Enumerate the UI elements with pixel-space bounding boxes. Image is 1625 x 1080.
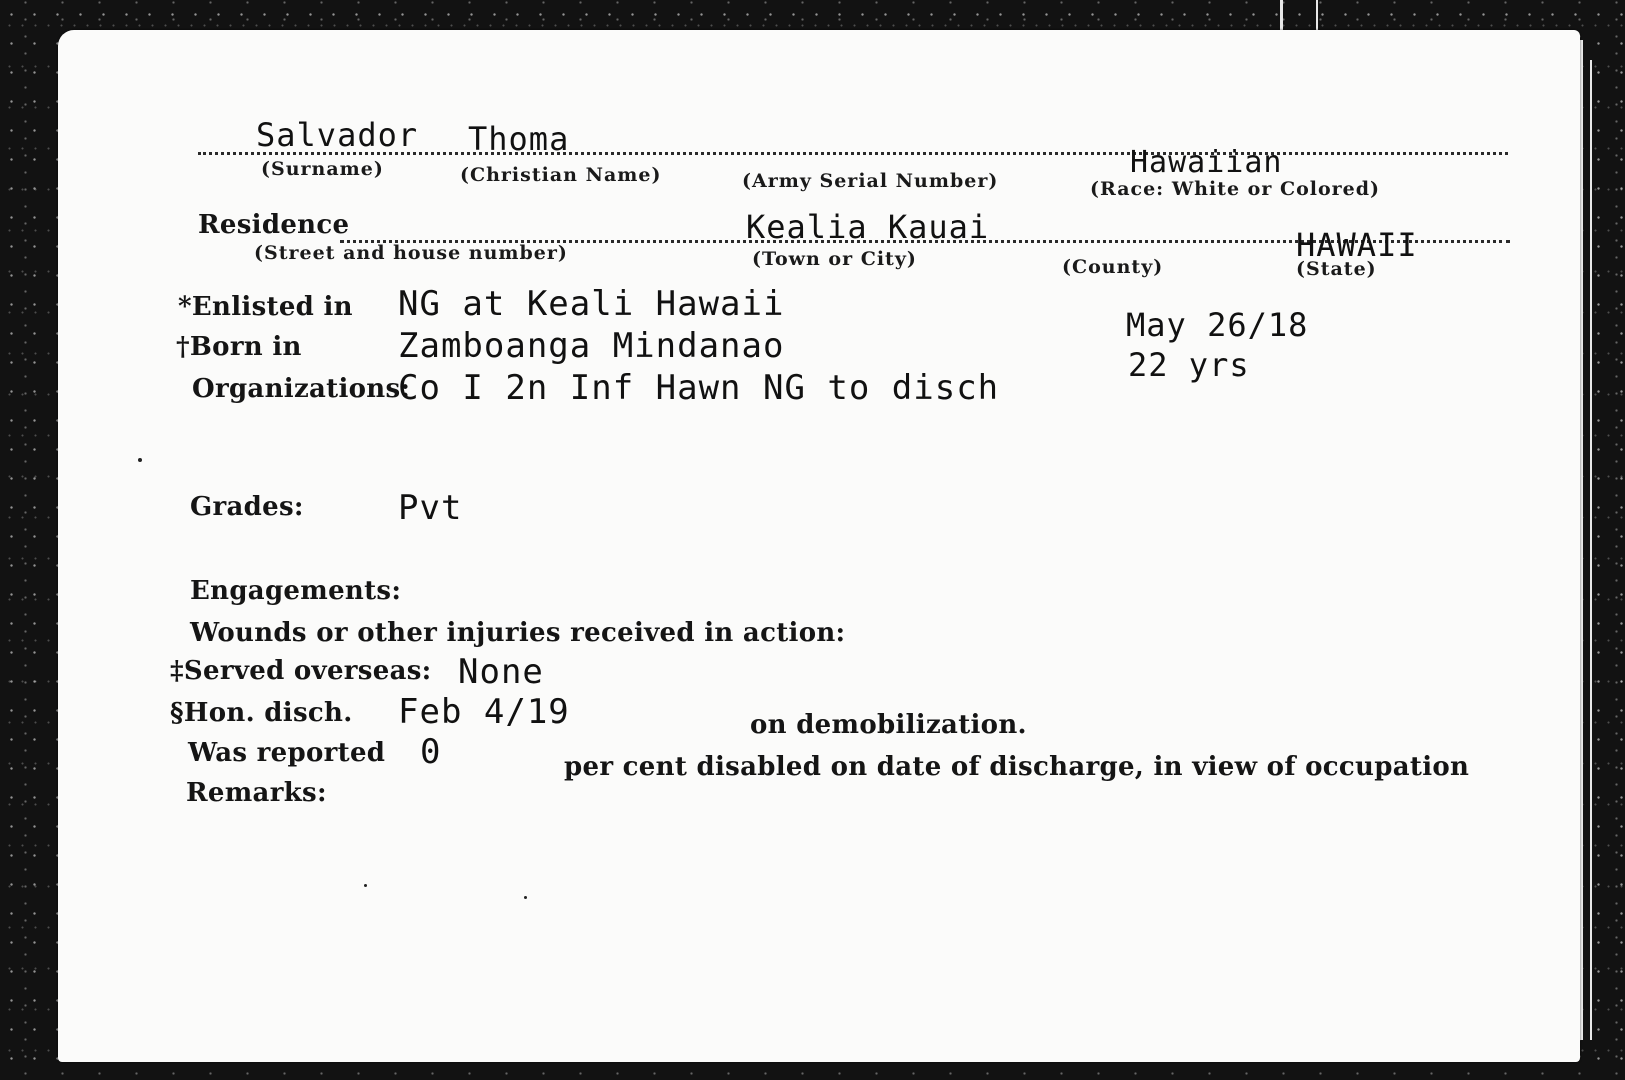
- served-overseas-label: ‡Served overseas:: [170, 656, 432, 686]
- service-record-card: [58, 30, 1580, 1062]
- surname-value: Salvador: [256, 116, 419, 154]
- street-caption: (Street and house number): [254, 242, 568, 264]
- engagements-label: Engagements:: [190, 576, 402, 606]
- hon-disch-suffix: on demobilization.: [750, 710, 1027, 740]
- enlisted-value: NG at Keali Hawaii: [398, 284, 785, 324]
- state-value: HAWAII: [1296, 226, 1418, 264]
- hon-disch-label: §Hon. disch.: [170, 698, 353, 728]
- scan-edge-line: [1280, 0, 1283, 30]
- born-label: †Born in: [176, 332, 302, 362]
- disabled-suffix: per cent disabled on date of discharge, in view of occupation: [564, 752, 1470, 782]
- county-caption: (County): [1062, 256, 1164, 278]
- town-value: Kealia Kauai: [746, 208, 990, 246]
- served-overseas-value: None: [458, 652, 544, 692]
- age-value: 22 yrs: [1128, 346, 1250, 384]
- reported-label: Was reported: [188, 738, 386, 768]
- ink-speck: [364, 884, 367, 887]
- scan-edge-line: [1590, 60, 1592, 1040]
- ink-speck: [138, 458, 142, 462]
- enlisted-label: *Enlisted in: [178, 292, 353, 322]
- christian-name-caption: (Christian Name): [460, 164, 662, 186]
- grades-value: Pvt: [398, 488, 463, 528]
- grades-label: Grades:: [190, 492, 304, 522]
- enlisted-date: May 26/18: [1126, 306, 1309, 344]
- race-caption: (Race: White or Colored): [1090, 178, 1381, 200]
- christian-name-value: Thoma: [468, 120, 570, 158]
- wounds-label: Wounds or other injuries received in action:: [190, 618, 846, 648]
- born-value: Zamboanga Mindanao: [398, 326, 785, 366]
- surname-caption: (Surname): [261, 158, 384, 180]
- hon-disch-value: Feb 4/19: [398, 692, 570, 732]
- state-caption: (State): [1296, 258, 1377, 280]
- organizations-value: Co I 2n Inf Hawn NG to disch: [398, 368, 1000, 408]
- residence-label: Residence: [198, 210, 350, 240]
- ink-speck: [524, 896, 527, 899]
- town-caption: (Town or City): [752, 248, 917, 270]
- serial-number-caption: (Army Serial Number): [742, 170, 999, 192]
- organizations-label: Organizations:: [192, 374, 411, 404]
- remarks-label: Remarks:: [186, 778, 327, 808]
- scan-edge-line: [1580, 40, 1583, 1040]
- race-value: Hawaiian: [1130, 145, 1283, 180]
- disabled-percent-value: 0: [420, 732, 442, 772]
- scan-edge-line: [1316, 0, 1318, 30]
